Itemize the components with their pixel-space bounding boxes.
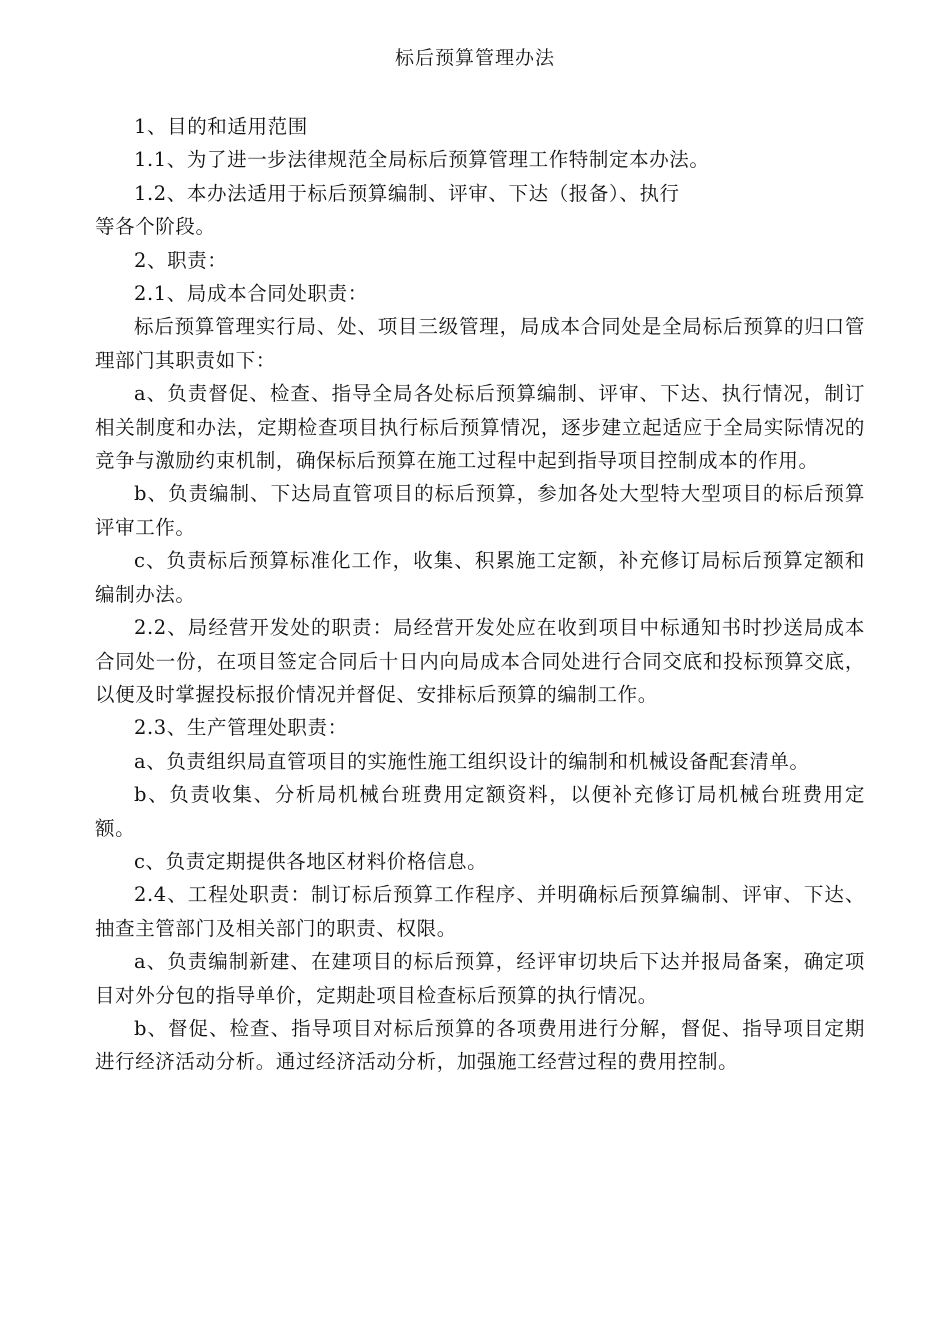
clause-2-1-a: a、负责督促、检查、指导全局各处标后预算编制、评审、下达、执行情况，制订相关制度和办法，定期检查项目执行标后预算情况，逐步建立起适应于全局实际情况的竞争与激励约束机制，确保标后预算在施工过程中起到指导项目控制成本的作用。 [95,382,865,473]
document-body [95,110,865,1079]
section-heading-2: 2、职责： [134,248,228,272]
clause-2-1-c: c、负责标后预算标准化工作，收集、积累施工定额，补充修订局标后预算定额和编制办法。 [95,549,865,606]
clause-2-3-c: c、负责定期提供各地区材料价格信息。 [134,849,488,873]
clause-2-2: 2.2、局经营开发处的职责：局经营开发处应在收到项目中标通知书时抄送局成本合同处一份，在项目签定合同后十日内向局成本合同处进行合同交底和投标预算交底，以便及时掌握投标报价情况并督促、安排标后预算的编制工作。 [95,616,865,706]
clause-2-4: 2.4、工程处职责：制订标后预算工作程序、并明确标后预算编制、评审、下达、抽查主管部门及相关部门的职责、权限。 [95,883,865,940]
clause-2-3-b: b、负责收集、分析局机械台班费用定额资料，以便补充修订局机械台班费用定额。 [95,783,865,840]
clause-1-2: 1.2、本办法适用于标后预算编制、评审、下达（报备）、执行 [134,181,680,205]
clause-2-1: 2.1、局成本合同处职责： [134,282,368,306]
clause-2-1-intro: 标后预算管理实行局、处、项目三级管理，局成本合同处是全局标后预算的归口管理部门其职责如下： [95,315,865,372]
clause-2-1-b: b、负责编制、下达局直管项目的标后预算，参加各处大型特大型项目的标后预算评审工作。 [95,482,865,539]
clause-2-4-a: a、负责编制新建、在建项目的标后预算，经评审切块后下达并报局备案，确定项目对外分包的指导单价，定期赴项目检查标后预算的执行情况。 [95,950,865,1007]
document-title: 标后预算管理办法 [394,47,555,69]
clause-1-2-continuation: 等各个阶段。 [95,215,216,239]
clause-2-3: 2.3、生产管理处职责： [134,716,348,740]
clause-2-3-a: a、负责组织局直管项目的实施性施工组织设计的编制和机械设备配套清单。 [134,749,810,773]
section-heading-1: 1、目的和适用范围 [134,115,308,138]
clause-2-4-b: b、督促、检查、指导项目对标后预算的各项费用进行分解，督促、指导项目定期进行经济活动分析。通过经济活动分析，加强施工经营过程的费用控制。 [95,1016,865,1074]
clause-1-1: 1.1、为了进一步法律规范全局标后预算管理工作特制定本办法。 [134,148,710,172]
